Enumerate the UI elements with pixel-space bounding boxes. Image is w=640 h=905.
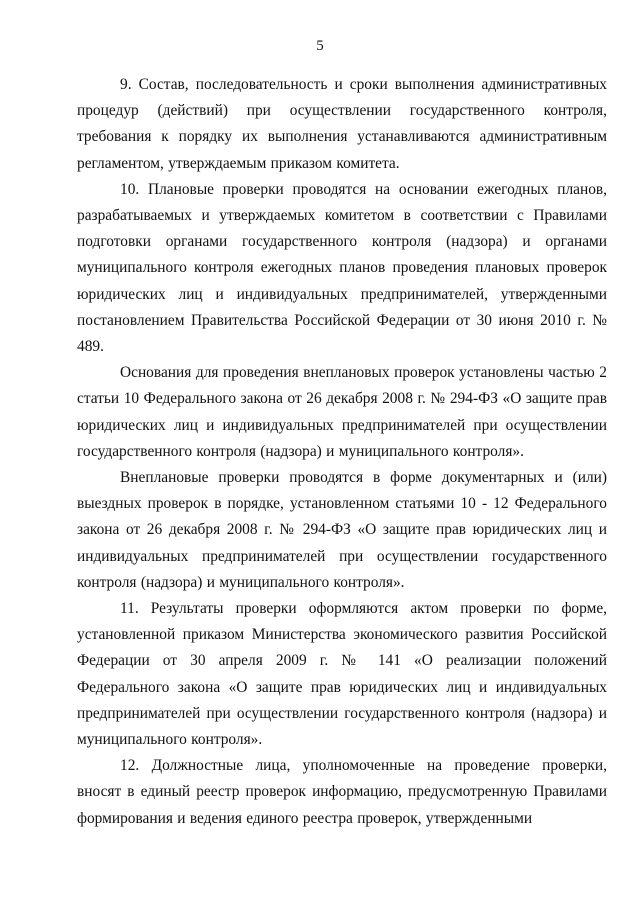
page-number: 5 xyxy=(316,38,324,54)
paragraph-item-9: 9. Состав, последовательность и сроки выполнения административных процедур (действий) при осуществлении государственного контроля, требования к порядку их выполнения устанавливаются административным регламентом, утверждаемым приказом комитета. xyxy=(77,76,607,172)
paragraph-item-10: 10. Плановые проверки проводятся на основании ежегодных планов, разрабатываемых и утверждаемых комитетом в соответствии с Правилами подготовки органами государственного контроля (надзора) и органами муниципального контроля ежегодных планов проведения плановых проверок юридических лиц и индивидуальных предпринимателей, утвержденными постановлением Правительства Российской Федерации от 30 июня 2010 г. № 489. xyxy=(77,180,607,356)
paragraph-unscheduled-grounds: Основания для проведения внеплановых проверок установлены частью 2 статьи 10 Федерального закона от 26 декабря 2008 г. № 294-ФЗ «О защите прав юридических лиц и индивидуальных предпринимателей при осуществлении государственного контроля (надзора) и муниципального контроля». xyxy=(77,364,607,460)
document-body xyxy=(77,72,607,832)
paragraph-unscheduled-forms: Внеплановые проверки проводятся в форме документарных и (или) выездных проверок в порядке, установленном статьями 10 - 12 Федерального закона от 26 декабря 2008 г. № 294-ФЗ «О защите прав юридических лиц и индивидуальных предпринимателей при осуществлении государственного контроля (надзора) и муниципального контроля». xyxy=(77,469,607,591)
paragraph-item-12: 12. Должностные лица, уполномоченные на проведение проверки, вносят в единый реестр проверок информацию, предусмотренную Правилами формирования и ведения единого реестра проверок, утвержденными xyxy=(77,757,607,827)
paragraph-item-11: 11. Результаты проверки оформляются актом проверки по форме, установленной приказом Министерства экономического развития Российской Федерации от 30 апреля 2009 г. № 141 «О реализации положений Федерального закона «О защите прав юридических лиц и индивидуальных предпринимателей при осуществлении государственного контроля (надзора) и муниципального контроля». xyxy=(77,600,607,749)
